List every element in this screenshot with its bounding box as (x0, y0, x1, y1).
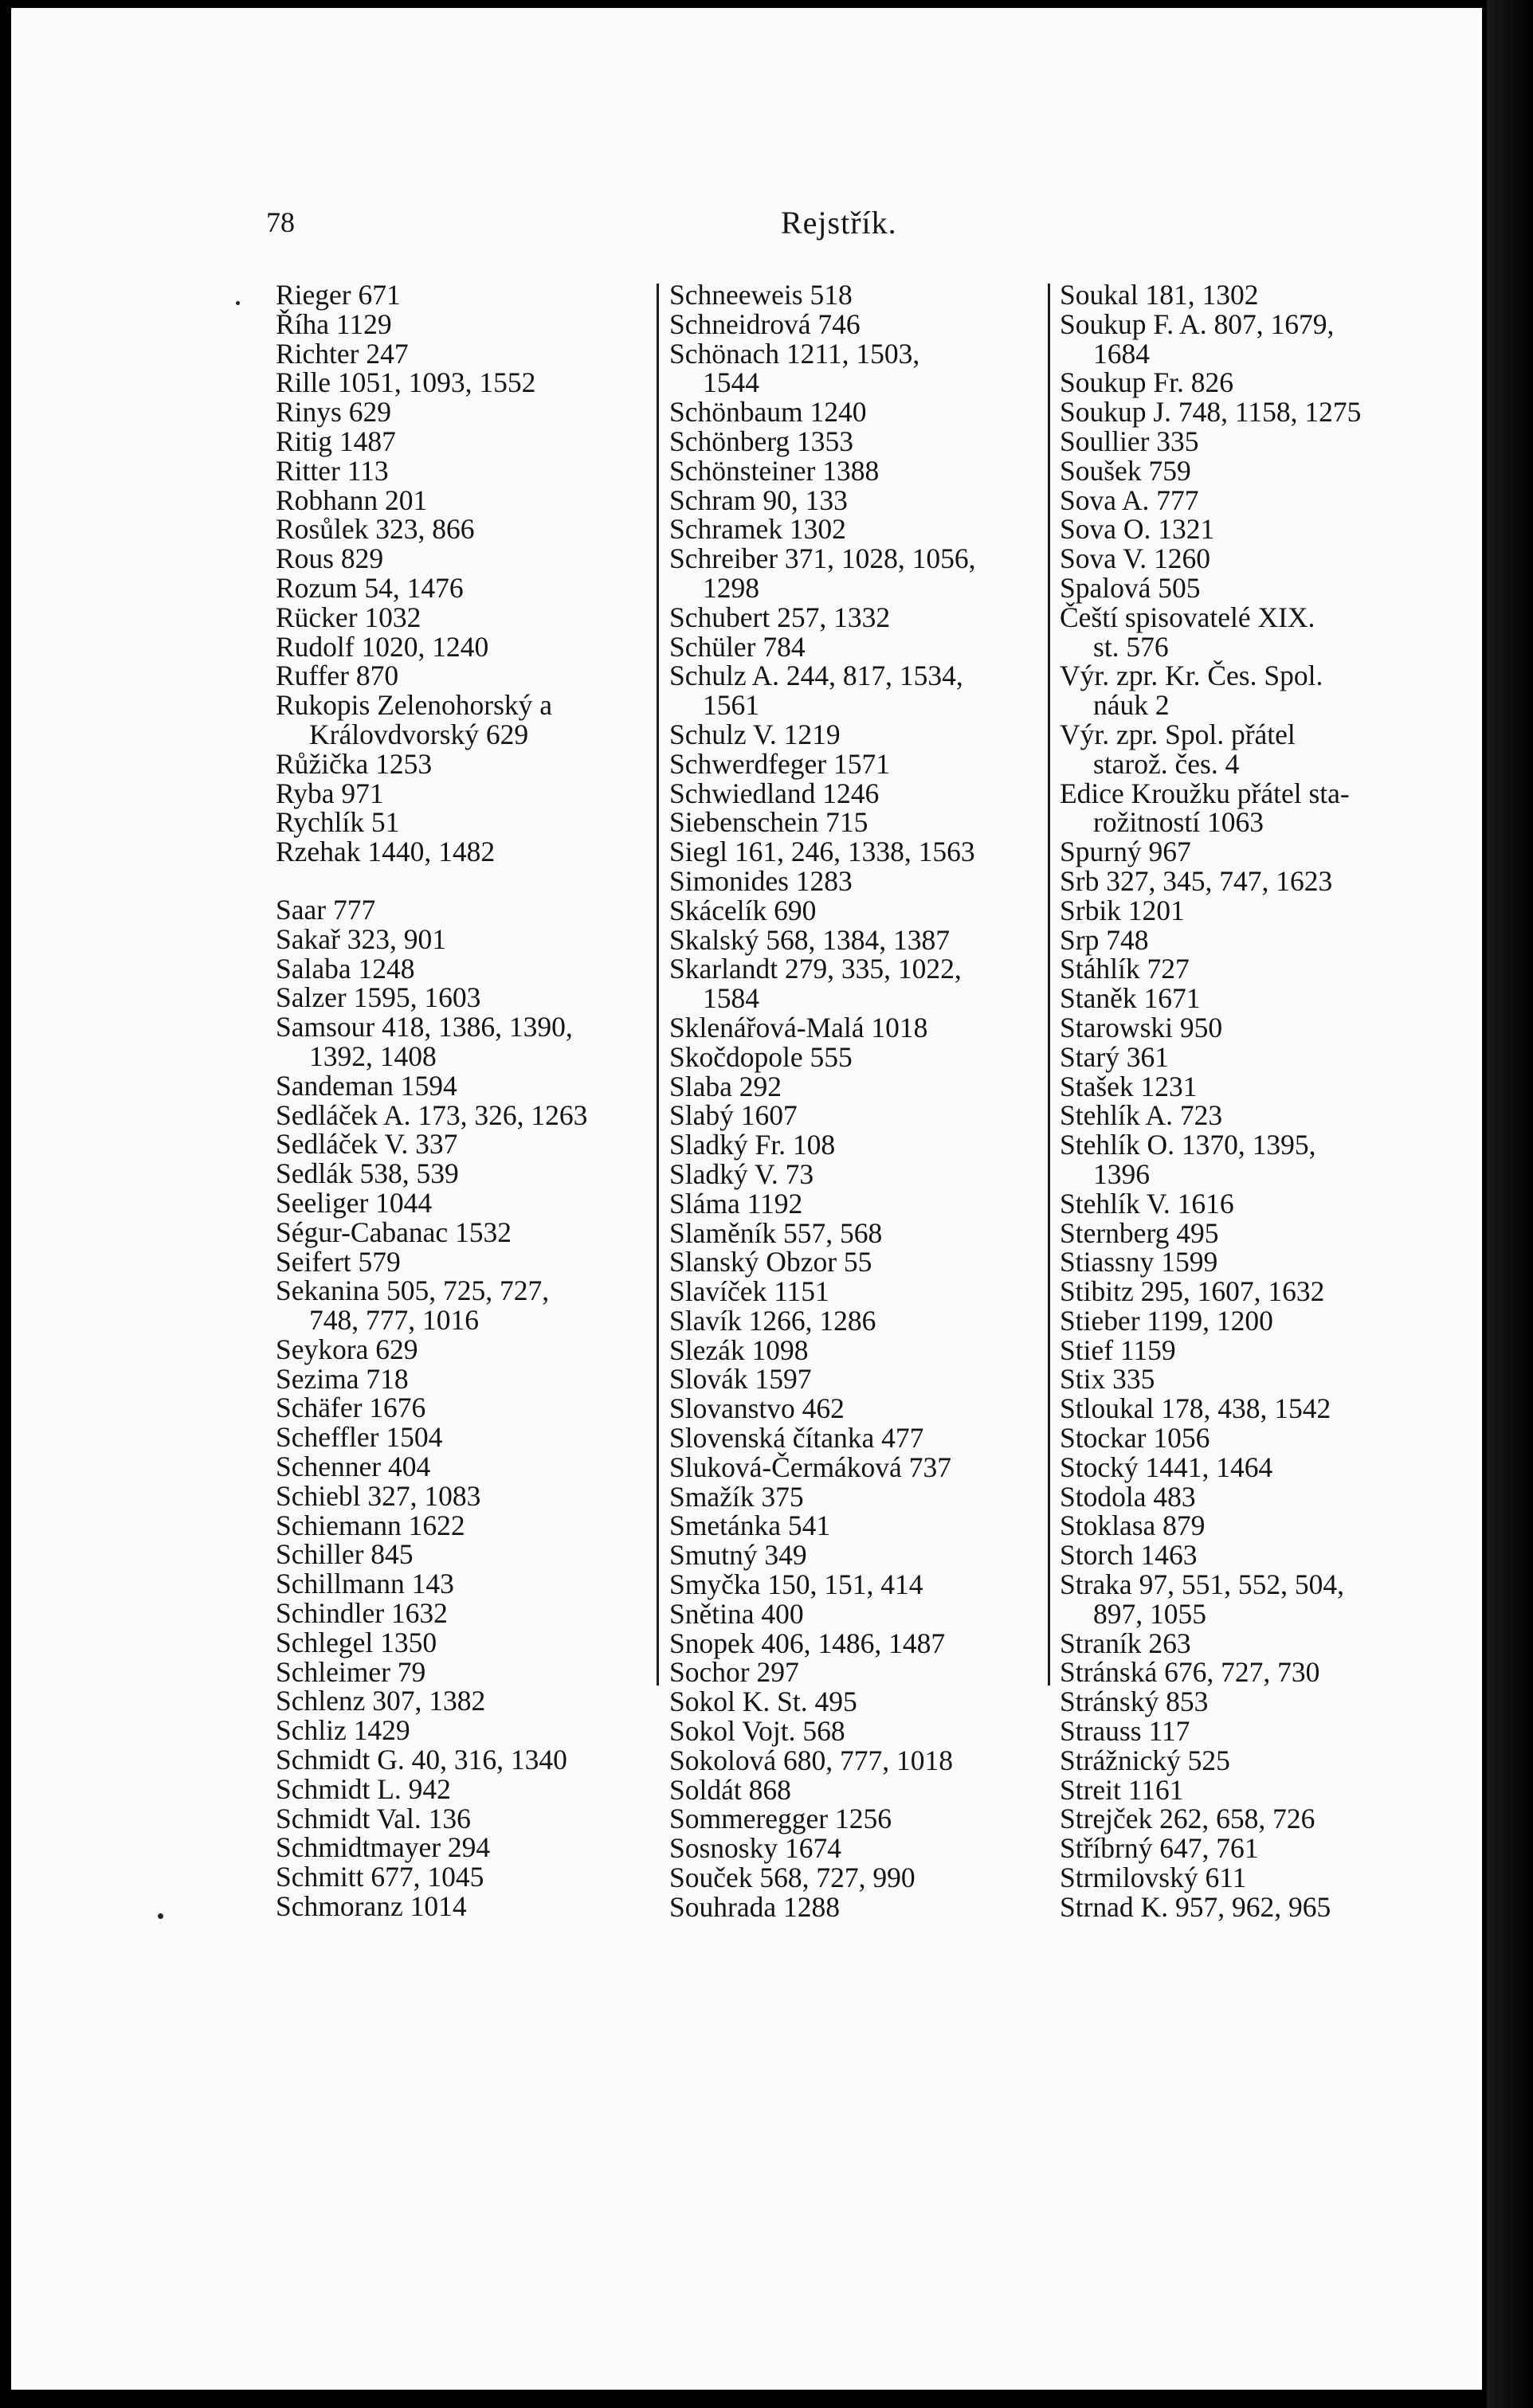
index-entry: Skarlandt 279, 335, 1022, (669, 953, 962, 985)
index-entry: Schramek 1302 (669, 513, 846, 546)
index-entry: Schneeweis 518 (669, 279, 853, 311)
index-entry: Sosnosky 1674 (669, 1832, 841, 1865)
index-entry: Scheffler 1504 (276, 1421, 443, 1454)
index-entry: Siebenschein 715 (669, 806, 868, 839)
index-entry: Schindler 1632 (276, 1597, 448, 1630)
page-edge-shadow (1487, 0, 1533, 2408)
index-entry: Sladký Fr. 108 (669, 1129, 836, 1161)
index-entry: Slovanstvo 462 (669, 1392, 845, 1425)
index-entry: Sedlák 538, 539 (276, 1157, 459, 1190)
index-entry: Strmilovský 611 (1060, 1862, 1247, 1894)
index-entry: Stehlík A. 723 (1060, 1099, 1223, 1132)
index-column-1 (276, 280, 642, 1921)
index-entry: Streit 1161 (1060, 1773, 1184, 1806)
index-entry: Slaměník 557, 568 (669, 1216, 883, 1249)
index-entry: Souhrada 1288 (669, 1890, 840, 1923)
index-entry: Rieger 671 (276, 279, 401, 311)
index-entry: Schönach 1211, 1503, (669, 337, 920, 370)
index-entry: Soullier 335 (1060, 425, 1199, 457)
index-entry: Edice Kroužku přátel sta- (1060, 777, 1350, 809)
index-entry: Rychlík 51 (276, 806, 400, 839)
index-entry: Sakař 323, 901 (276, 922, 446, 955)
index-entry: Soukup F. A. 807, 1679, (1060, 307, 1335, 340)
index-entry: Strejček 262, 658, 726 (1060, 1803, 1315, 1835)
index-entry-continuation: 748, 777, 1016 (309, 1304, 479, 1337)
index-entry-continuation: 1544 (703, 366, 759, 399)
index-entry: Schmitt 677, 1045 (276, 1861, 484, 1893)
index-entry: Slezák 1098 (669, 1333, 809, 1366)
page-number: 78 (266, 206, 295, 238)
index-entry: Smyčka 150, 151, 414 (669, 1568, 923, 1601)
index-entry-continuation: st. 576 (1093, 630, 1169, 663)
index-entry-continuation: 1584 (703, 982, 759, 1015)
index-entry: Rozum 54, 1476 (276, 571, 464, 604)
index-entry: Schreiber 371, 1028, 1056, (669, 542, 976, 575)
index-entry: Soukup J. 748, 1158, 1275 (1060, 396, 1362, 429)
index-entry: Schüler 784 (669, 630, 806, 663)
index-entry: Stříbrný 647, 761 (1060, 1832, 1259, 1865)
section-gap (276, 867, 642, 895)
index-entry: Snětina 400 (669, 1597, 804, 1630)
index-entry: Schwiedland 1246 (669, 777, 880, 809)
index-entry: Schiller 845 (276, 1538, 414, 1571)
index-entry: Schönberg 1353 (669, 425, 854, 457)
index-entry-continuation: Královdvorský 629 (309, 718, 529, 750)
index-entry: Stockar 1056 (1060, 1422, 1210, 1455)
index-entry-continuation: 1684 (1093, 337, 1150, 370)
index-column-2 (669, 280, 1044, 1922)
index-entry: Ruffer 870 (276, 660, 399, 692)
index-entry-continuation: 1561 (703, 689, 759, 722)
index-entry: Seifert 579 (276, 1245, 401, 1278)
index-entry: Schleimer 79 (276, 1655, 426, 1688)
index-entry: Smetánka 541 (669, 1509, 831, 1542)
index-entry: Čeští spisovatelé XIX. (1060, 601, 1315, 633)
index-entry: Smutný 349 (669, 1539, 807, 1572)
index-entry: Schlegel 1350 (276, 1626, 437, 1658)
index-entry: Schiebl 327, 1083 (276, 1479, 481, 1512)
index-entry-continuation: 1298 (703, 571, 759, 604)
index-entry: Stoklasa 879 (1060, 1509, 1206, 1542)
index-entry: Srp 748 (1060, 923, 1149, 956)
index-entry: Spalová 505 (1060, 571, 1201, 604)
index-entry: Skočdopole 555 (669, 1040, 853, 1073)
index-entry: Stašek 1231 (1060, 1070, 1198, 1102)
index-entry: Stix 335 (1060, 1363, 1155, 1396)
index-entry: Schlenz 307, 1382 (276, 1685, 486, 1717)
index-entry: Rücker 1032 (276, 601, 421, 633)
index-entry: Sekanina 505, 725, 727, (276, 1274, 550, 1307)
index-entry: Seykora 629 (276, 1333, 418, 1365)
index-entry-continuation: rožitností 1063 (1093, 806, 1264, 839)
index-entry: Siegl 161, 246, 1338, 1563 (669, 836, 975, 868)
index-entry: Výr. zpr. Kr. Čes. Spol. (1060, 660, 1323, 692)
index-entry: Slavíček 1151 (669, 1275, 829, 1308)
index-entry: Skácelík 690 (669, 894, 817, 926)
index-entry: Schmidt Val. 136 (276, 1802, 471, 1834)
index-entry: Schönsteiner 1388 (669, 454, 880, 487)
index-entry-continuation: starož. čes. 4 (1093, 747, 1240, 780)
index-entry: Slavík 1266, 1286 (669, 1304, 876, 1337)
index-entry: Sokol Vojt. 568 (669, 1715, 845, 1748)
index-entry: Schwerdfeger 1571 (669, 747, 890, 780)
index-entry: Stieber 1199, 1200 (1060, 1304, 1273, 1337)
index-entry: Stránská 676, 727, 730 (1060, 1656, 1320, 1689)
index-entry: Snopek 406, 1486, 1487 (669, 1627, 946, 1659)
index-entry: Strauss 117 (1060, 1715, 1190, 1748)
index-entry: Smažík 375 (669, 1480, 804, 1513)
index-entry: Rudolf 1020, 1240 (276, 630, 489, 663)
index-entry: Ritter 113 (276, 454, 389, 487)
index-entry: Samsour 418, 1386, 1390, (276, 1011, 573, 1043)
index-entry: Schmidtmayer 294 (276, 1831, 491, 1864)
index-entry: Stief 1159 (1060, 1333, 1176, 1366)
index-entry: Strážnický 525 (1060, 1744, 1230, 1776)
index-entry: Rzehak 1440, 1482 (276, 836, 496, 868)
index-entry: Salaba 1248 (276, 952, 415, 985)
index-entry: Srbik 1201 (1060, 894, 1185, 926)
index-entry: Strnad K. 957, 962, 965 (1060, 1890, 1331, 1923)
index-entry: Schliz 1429 (276, 1714, 410, 1747)
index-entry: Slovenská čítanka 477 (669, 1422, 924, 1455)
index-entry: Sova V. 1260 (1060, 542, 1211, 575)
index-entry: Schmidt G. 40, 316, 1340 (276, 1744, 567, 1776)
index-entry: Sláma 1192 (669, 1187, 803, 1220)
running-title: Rejstřík. (781, 205, 897, 241)
index-entry: Sandeman 1594 (276, 1069, 457, 1102)
index-entry: Sova O. 1321 (1060, 513, 1215, 546)
index-entry: Soldát 868 (669, 1773, 791, 1806)
index-entry: Ritig 1487 (276, 425, 396, 457)
index-column-3 (1060, 280, 1434, 1922)
index-entry: Schmoranz 1014 (276, 1890, 467, 1923)
index-entry: Sova A. 777 (1060, 484, 1199, 516)
index-entry: Schulz A. 244, 817, 1534, (669, 660, 963, 692)
index-entry: Schulz V. 1219 (669, 718, 841, 750)
index-entry-continuation: 897, 1055 (1093, 1597, 1206, 1630)
column-rule-right (1048, 284, 1050, 1686)
index-entry: Slanský Obzor 55 (669, 1246, 872, 1278)
index-entry: Schönbaum 1240 (669, 396, 867, 429)
index-entry: Spurný 967 (1060, 836, 1191, 868)
index-entry: Stiassny 1599 (1060, 1246, 1218, 1278)
index-entry: Sedláček V. 337 (276, 1128, 458, 1161)
index-entry: Rinys 629 (276, 396, 391, 429)
index-entry: Sluková-Čermáková 737 (669, 1451, 951, 1483)
index-entry: Starý 361 (1060, 1040, 1170, 1073)
index-entry: Soušek 759 (1060, 454, 1191, 487)
index-entry: Stodola 483 (1060, 1480, 1196, 1513)
index-entry: Sochor 297 (669, 1656, 799, 1689)
index-entry: Staněk 1671 (1060, 982, 1201, 1015)
index-entry: Sezima 718 (276, 1362, 409, 1395)
column-rule-left (657, 284, 659, 1686)
index-entry: Soukup Fr. 826 (1060, 366, 1233, 399)
index-entry: Rukopis Zelenohorský a (276, 689, 553, 722)
index-entry: Richter 247 (276, 337, 409, 370)
index-entry: Starowski 950 (1060, 1011, 1223, 1043)
index-entry: Schneidrová 746 (669, 307, 861, 340)
index-entry: Schiemann 1622 (276, 1509, 465, 1541)
index-entry: Schillmann 143 (276, 1568, 454, 1600)
index-entry-continuation: náuk 2 (1093, 689, 1170, 722)
index-entry: Stloukal 178, 438, 1542 (1060, 1392, 1331, 1425)
index-entry: Rille 1051, 1093, 1552 (276, 366, 536, 399)
index-entry: Schäfer 1676 (276, 1392, 426, 1424)
index-entry-continuation: 1392, 1408 (309, 1040, 437, 1072)
index-entry: Straka 97, 551, 552, 504, (1060, 1568, 1344, 1601)
index-entry: Skalský 568, 1384, 1387 (669, 923, 951, 956)
index-entry: Sokol K. St. 495 (669, 1686, 857, 1718)
index-entry: Schenner 404 (276, 1451, 431, 1483)
index-entry: Sokolová 680, 777, 1018 (669, 1744, 953, 1776)
index-entry: Seeliger 1044 (276, 1186, 433, 1219)
index-entry: Ségur-Cabanac 1532 (276, 1216, 512, 1248)
index-entry: Sternberg 495 (1060, 1216, 1219, 1249)
index-entry: Stránský 853 (1060, 1686, 1209, 1718)
index-entry: Sommeregger 1256 (669, 1803, 892, 1835)
index-entry: Sklenářová-Malá 1018 (669, 1011, 928, 1043)
index-entry: Schram 90, 133 (669, 484, 848, 516)
index-entry: Straník 263 (1060, 1627, 1191, 1659)
index-entry: Schubert 257, 1332 (669, 601, 891, 633)
index-entry: Souček 568, 727, 990 (669, 1862, 915, 1894)
index-entry: Rous 829 (276, 542, 384, 575)
index-entry: Slabý 1607 (669, 1099, 798, 1132)
index-entry: Srb 327, 345, 747, 1623 (1060, 864, 1333, 897)
index-entry: Rosůlek 323, 866 (276, 513, 475, 546)
index-entry: Schmidt L. 942 (276, 1772, 451, 1805)
margin-dot (236, 301, 240, 305)
index-entry: Robhann 201 (276, 484, 428, 516)
index-entry: Stibitz 295, 1607, 1632 (1060, 1275, 1325, 1308)
index-entry: Stocký 1441, 1464 (1060, 1451, 1273, 1483)
index-entry: Saar 777 (276, 893, 376, 926)
index-entry: Výr. zpr. Spol. přátel (1060, 718, 1296, 750)
index-entry: Říha 1129 (276, 307, 392, 340)
index-entry: Růžička 1253 (276, 747, 433, 780)
index-entry: Slaba 292 (669, 1070, 782, 1102)
index-entry: Soukal 181, 1302 (1060, 279, 1259, 311)
index-entry: Stáhlík 727 (1060, 953, 1190, 985)
index-entry: Ryba 971 (276, 777, 384, 809)
index-entry: Sedláček A. 173, 326, 1263 (276, 1098, 588, 1131)
margin-dot (158, 1913, 163, 1919)
index-entry: Stehlík V. 1616 (1060, 1187, 1234, 1220)
index-entry: Stehlík O. 1370, 1395, (1060, 1129, 1316, 1161)
index-entry: Simonides 1283 (669, 864, 853, 897)
index-entry: Sladký V. 73 (669, 1157, 814, 1190)
index-entry-continuation: 1396 (1093, 1157, 1150, 1190)
index-entry: Storch 1463 (1060, 1539, 1198, 1572)
index-entry: Slovák 1597 (669, 1363, 812, 1396)
index-entry: Salzer 1595, 1603 (276, 981, 481, 1014)
